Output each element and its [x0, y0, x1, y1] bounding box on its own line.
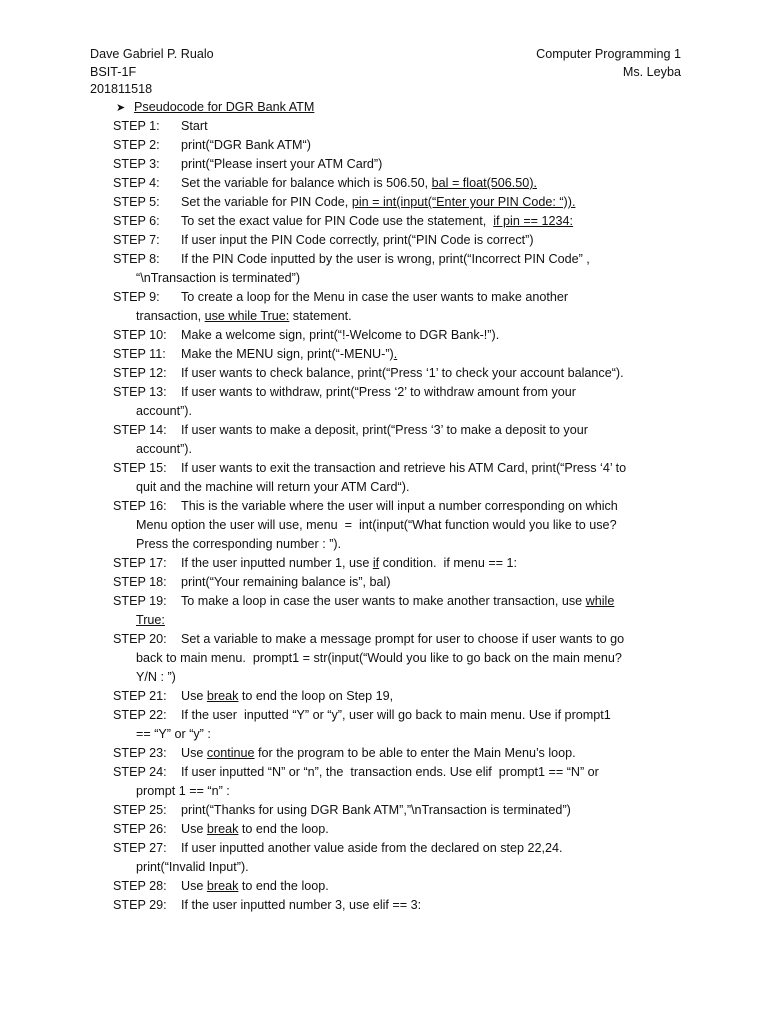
step-body [181, 364, 688, 383]
step-body [181, 744, 688, 763]
step-text: to end the loop on Step 19, [238, 689, 394, 703]
steps-list [113, 117, 688, 915]
step-label: STEP 21: [113, 689, 167, 703]
step-text: transaction, [136, 309, 205, 323]
underlined-text: break [206, 879, 239, 893]
step-item [113, 155, 688, 174]
step-text: Use [181, 822, 207, 836]
step-text: Set a variable to make a message prompt for user to choose if user wants to go [181, 632, 625, 646]
step-text: to end the loop. [238, 879, 329, 893]
step-continuation [136, 611, 688, 630]
step-label: STEP 8: [113, 252, 160, 266]
step-body [181, 193, 688, 212]
step-label: STEP 7: [113, 233, 160, 247]
step-text: Make the MENU sign, print(“-MENU-”) [181, 347, 394, 361]
step-item [113, 687, 688, 706]
underlined-text: if pin == 1234: [493, 214, 574, 228]
step-body [181, 174, 688, 193]
step-item [113, 896, 688, 915]
step-body [181, 250, 688, 269]
step-item [113, 383, 688, 421]
step-text: == “Y” or “y” : [136, 727, 211, 741]
step-item [113, 136, 688, 155]
arrow-bullet-icon: ➤ [116, 102, 126, 114]
step-text: Use [181, 689, 207, 703]
student-id: 201811518 [90, 82, 153, 97]
step-label: STEP 24: [113, 765, 167, 779]
underlined-text: bal = float(506.50). [431, 176, 538, 190]
instructor-name: Ms. Leyba [622, 64, 681, 79]
underlined-text: True: [136, 613, 165, 627]
step-text: back to main menu. prompt1 = str(input(“Would you like to go back on the main menu? [136, 651, 622, 665]
step-label: STEP 20: [113, 632, 167, 646]
step-text: print(“DGR Bank ATM“) [181, 138, 311, 152]
step-text: “\nTransaction is terminated”) [136, 271, 301, 285]
step-body [181, 288, 688, 307]
step-continuation [136, 858, 688, 877]
step-text: for the program to be able to enter the Main Menu’s loop. [254, 746, 576, 760]
step-item [113, 212, 688, 231]
step-text: Use [181, 879, 207, 893]
step-label: STEP 16: [113, 499, 167, 513]
step-text: Set the variable for PIN Code, [181, 195, 352, 209]
step-body [181, 554, 688, 573]
step-label: STEP 11: [113, 347, 166, 361]
step-item [113, 801, 688, 820]
step-item [113, 592, 688, 630]
step-continuation [136, 269, 688, 288]
step-text: statement. [289, 309, 352, 323]
step-label: STEP 23: [113, 746, 167, 760]
step-text: If user wants to withdraw, print(“Press ‘2’ to withdraw amount from your [181, 385, 576, 399]
step-label: STEP 17: [113, 556, 167, 570]
step-text: If the PIN Code inputted by the user is wrong, print(“Incorrect PIN Code” , [181, 252, 590, 266]
step-continuation [136, 668, 688, 687]
step-text: If the user inputted “Y” or “y”, user will go back to main menu. Use if prompt1 [181, 708, 611, 722]
step-text: Y/N : ”) [136, 670, 176, 684]
step-label: STEP 19: [113, 594, 167, 608]
step-item [113, 706, 688, 744]
step-label: STEP 12: [113, 366, 167, 380]
header-left [90, 46, 214, 99]
step-text: If user wants to exit the transaction and retrieve his ATM Card, print(“Press ‘4’ to [181, 461, 627, 475]
step-item [113, 193, 688, 212]
step-text: Make a welcome sign, print(“!-Welcome to DGR Bank-!”). [181, 328, 500, 342]
step-item [113, 117, 688, 136]
step-body [181, 345, 688, 364]
step-text: print(“Please insert your ATM Card”) [181, 157, 383, 171]
step-label: STEP 14: [113, 423, 167, 437]
step-text: If user wants to make a deposit, print(“Press ‘3’ to make a deposit to your [181, 423, 588, 437]
step-item [113, 630, 688, 687]
step-body [181, 497, 688, 516]
step-label: STEP 26: [113, 822, 167, 836]
step-label: STEP 25: [113, 803, 167, 817]
step-text: To set the exact value for PIN Code use the statement, [181, 214, 494, 228]
step-body [181, 801, 688, 820]
step-continuation [136, 725, 688, 744]
step-body [181, 573, 688, 592]
step-continuation [136, 440, 688, 459]
step-item [113, 839, 688, 877]
step-label: STEP 28: [113, 879, 167, 893]
underlined-text: break [206, 689, 239, 703]
step-item [113, 345, 688, 364]
step-item [113, 288, 688, 326]
step-item [113, 231, 688, 250]
step-continuation [136, 307, 688, 326]
step-body [181, 383, 688, 402]
step-body [181, 877, 688, 896]
underlined-text: continue [206, 746, 255, 760]
step-label: STEP 3: [113, 157, 160, 171]
step-continuation [136, 535, 688, 554]
step-label: STEP 10: [113, 328, 167, 342]
step-text: Use [181, 746, 207, 760]
underlined-text: use while True: [204, 309, 290, 323]
step-text: Set the variable for balance which is 506.50, [181, 176, 432, 190]
step-item [113, 573, 688, 592]
header-right [536, 46, 681, 81]
step-continuation [136, 402, 688, 421]
step-text: If the user inputted number 1, use [181, 556, 373, 570]
step-text: To create a loop for the Menu in case the user wants to make another [181, 290, 569, 304]
step-label: STEP 15: [113, 461, 167, 475]
step-label: STEP 27: [113, 841, 167, 855]
underlined-text: pin = int(input(“Enter your PIN Code: “)). [351, 195, 576, 209]
step-label: STEP 2: [113, 138, 160, 152]
step-body [181, 839, 688, 858]
step-continuation [136, 478, 688, 497]
underlined-text: . [393, 347, 398, 361]
step-text: If user wants to check balance, print(“Press ‘1’ to check your account balance“). [181, 366, 624, 380]
step-item [113, 877, 688, 896]
step-item [113, 820, 688, 839]
step-body [181, 763, 688, 782]
step-label: STEP 29: [113, 898, 167, 912]
step-text: Start [181, 119, 208, 133]
step-text: print(“Your remaining balance is”, bal) [181, 575, 391, 589]
student-section: BSIT-1F [90, 64, 137, 79]
step-text: account”). [136, 442, 192, 456]
underlined-text: while [585, 594, 615, 608]
step-item [113, 326, 688, 345]
step-text: print(“Thanks for using DGR Bank ATM”,”\nTransaction is terminated”) [181, 803, 571, 817]
step-label: STEP 5: [113, 195, 160, 209]
step-label: STEP 4: [113, 176, 160, 190]
underlined-text: break [206, 822, 239, 836]
step-continuation [136, 516, 688, 535]
step-continuation [136, 782, 688, 801]
step-body [181, 459, 688, 478]
step-label: STEP 18: [113, 575, 167, 589]
step-text: Menu option the user will use, menu = int(input(“What function would you like to use? [136, 518, 617, 532]
underlined-text: if [372, 556, 380, 570]
step-text: If user inputted “N” or “n”, the transaction ends. Use elif prompt1 == “N” or [181, 765, 599, 779]
step-text: account”). [136, 404, 192, 418]
step-text: If user inputted another value aside from the declared on step 22,24. [181, 841, 563, 855]
step-item [113, 497, 688, 554]
step-label: STEP 9: [113, 290, 160, 304]
step-body [181, 155, 688, 174]
step-body [181, 820, 688, 839]
step-label: STEP 6: [113, 214, 160, 228]
step-body [181, 117, 688, 136]
step-text: This is the variable where the user will input a number corresponding on which [181, 499, 618, 513]
document-title [116, 99, 314, 117]
step-item [113, 744, 688, 763]
step-item [113, 421, 688, 459]
step-body [181, 687, 688, 706]
step-item [113, 763, 688, 801]
step-body [181, 136, 688, 155]
step-body [181, 421, 688, 440]
step-body [181, 592, 688, 611]
step-text: To make a loop in case the user wants to make another transaction, use [181, 594, 586, 608]
step-label: STEP 13: [113, 385, 167, 399]
step-text: print(“Invalid Input”). [136, 860, 249, 874]
step-item [113, 250, 688, 288]
step-text: prompt 1 == “n” : [136, 784, 230, 798]
step-continuation [136, 649, 688, 668]
step-item [113, 364, 688, 383]
step-text: condition. if menu == 1: [379, 556, 518, 570]
step-text: If user input the PIN Code correctly, print(“PIN Code is correct”) [181, 233, 534, 247]
step-text: quit and the machine will return your ATM Card“). [136, 480, 410, 494]
step-label: STEP 1: [113, 119, 160, 133]
step-text: If the user inputted number 3, use elif == 3: [181, 898, 422, 912]
step-body [181, 212, 688, 231]
step-body [181, 706, 688, 725]
title-text: Pseudocode for DGR Bank ATM [134, 100, 315, 114]
step-text: to end the loop. [238, 822, 329, 836]
step-body [181, 326, 688, 345]
step-item [113, 459, 688, 497]
step-body [181, 231, 688, 250]
course-name: Computer Programming 1 [536, 47, 681, 61]
student-name: Dave Gabriel P. Rualo [90, 47, 214, 61]
step-item [113, 554, 688, 573]
step-item [113, 174, 688, 193]
step-body [181, 896, 688, 915]
step-label: STEP 22: [113, 708, 167, 722]
step-body [181, 630, 688, 649]
step-text: Press the corresponding number : ”). [136, 537, 342, 551]
